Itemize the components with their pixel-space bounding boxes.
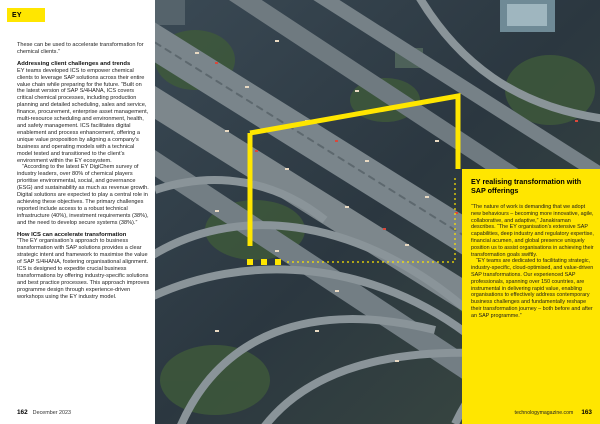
heading-ics-transformation: How ICS can accelerate transformation [17,231,127,238]
left-page-number: 162 [17,409,28,416]
section-tag-label: EY [12,11,22,19]
issue-date: December 2023 [32,410,72,416]
sidebar-body [471,204,595,320]
right-page-number: 163 [581,409,592,416]
sidebar-title: EY realising transformation with SAP offerings [471,177,582,195]
sidebar-quote-paragraph: “The nature of work is demanding that we adopt new behaviours – becoming more innovative, agile, collaborative, and adaptive,” Janakiraman describes. “The EY organisation’s extensive SAP capabilities, deep industry and regulatory expertise, financial acumen, and global presence uniquely position us to assist organisations in achieving their transformation goals swiftly. [471,204,594,258]
sidebar-paragraph-2: “EY teams are dedicated to facilitating strategic, industry-specific, cloud-optimised, and value-driven SAP transformations. Our experienced SAP professionals, spanning over 150 countries, are instrumental in delivering rapid value, enabling organisations to effectively address contemporary business challenges and fundamentally reshape their transformation journey – both before and after an SAP programme.” [471,258,594,319]
website: technologymagazine.com [514,410,574,416]
section-tag [7,8,45,22]
heading-client-challenges: Addressing client challenges and trends [17,60,131,67]
sidebar-box [462,169,600,424]
article-column [17,42,151,301]
paragraph-ics-overview: EY teams developed ICS to empower chemical clients to leverage SAP solutions across their entire value chain while preparing for the future. “Built on the latest version of SAP S/4HANA, ICS covers critical chemical processes, including production planning and detailed scheduling, sales and service, finance, procurement, enterprise asset management, multi-resource scheduling and environment, health, and safety management. ICS facilitates digital enablement and process enhancement, offering a unique value proposition by aligning a company’s business and operating models with a technical model tested and transitioned to the client’s environment within the EY ecosystem. [17,67,149,164]
intro-paragraph: These can be used to accelerate transformation for chemical clients.” [17,42,144,55]
left-page [0,0,155,424]
yellow-frame-dashes [247,259,281,265]
left-footer [17,409,71,416]
paragraph-approach: “The EY organisation’s approach to business transformation with SAP solutions provides a clear strategic intent and framework to maximise the value of SAP S/4HANA, fostering organisational alignment. ICS is designed to expedite crucial business transformations by offering industry-specific solutions and best practice processes. This approach improves programme design through experience-driven workshops using the EY industry model. [17,238,150,300]
paragraph-survey: “According to the latest EY DigiChem survey of industry leaders, over 80% of chemical players prioritise environmental, social, and governance (ESG) and sustainability as much as revenue growth. Digital solutions are expected to play a central role in achieving these objectives. The primary challenges reported include access to a robust technical infrastructure (40%), investment requirements (38%), and the need to develop secure systems (38%).” [17,164,149,226]
right-footer [515,409,593,416]
